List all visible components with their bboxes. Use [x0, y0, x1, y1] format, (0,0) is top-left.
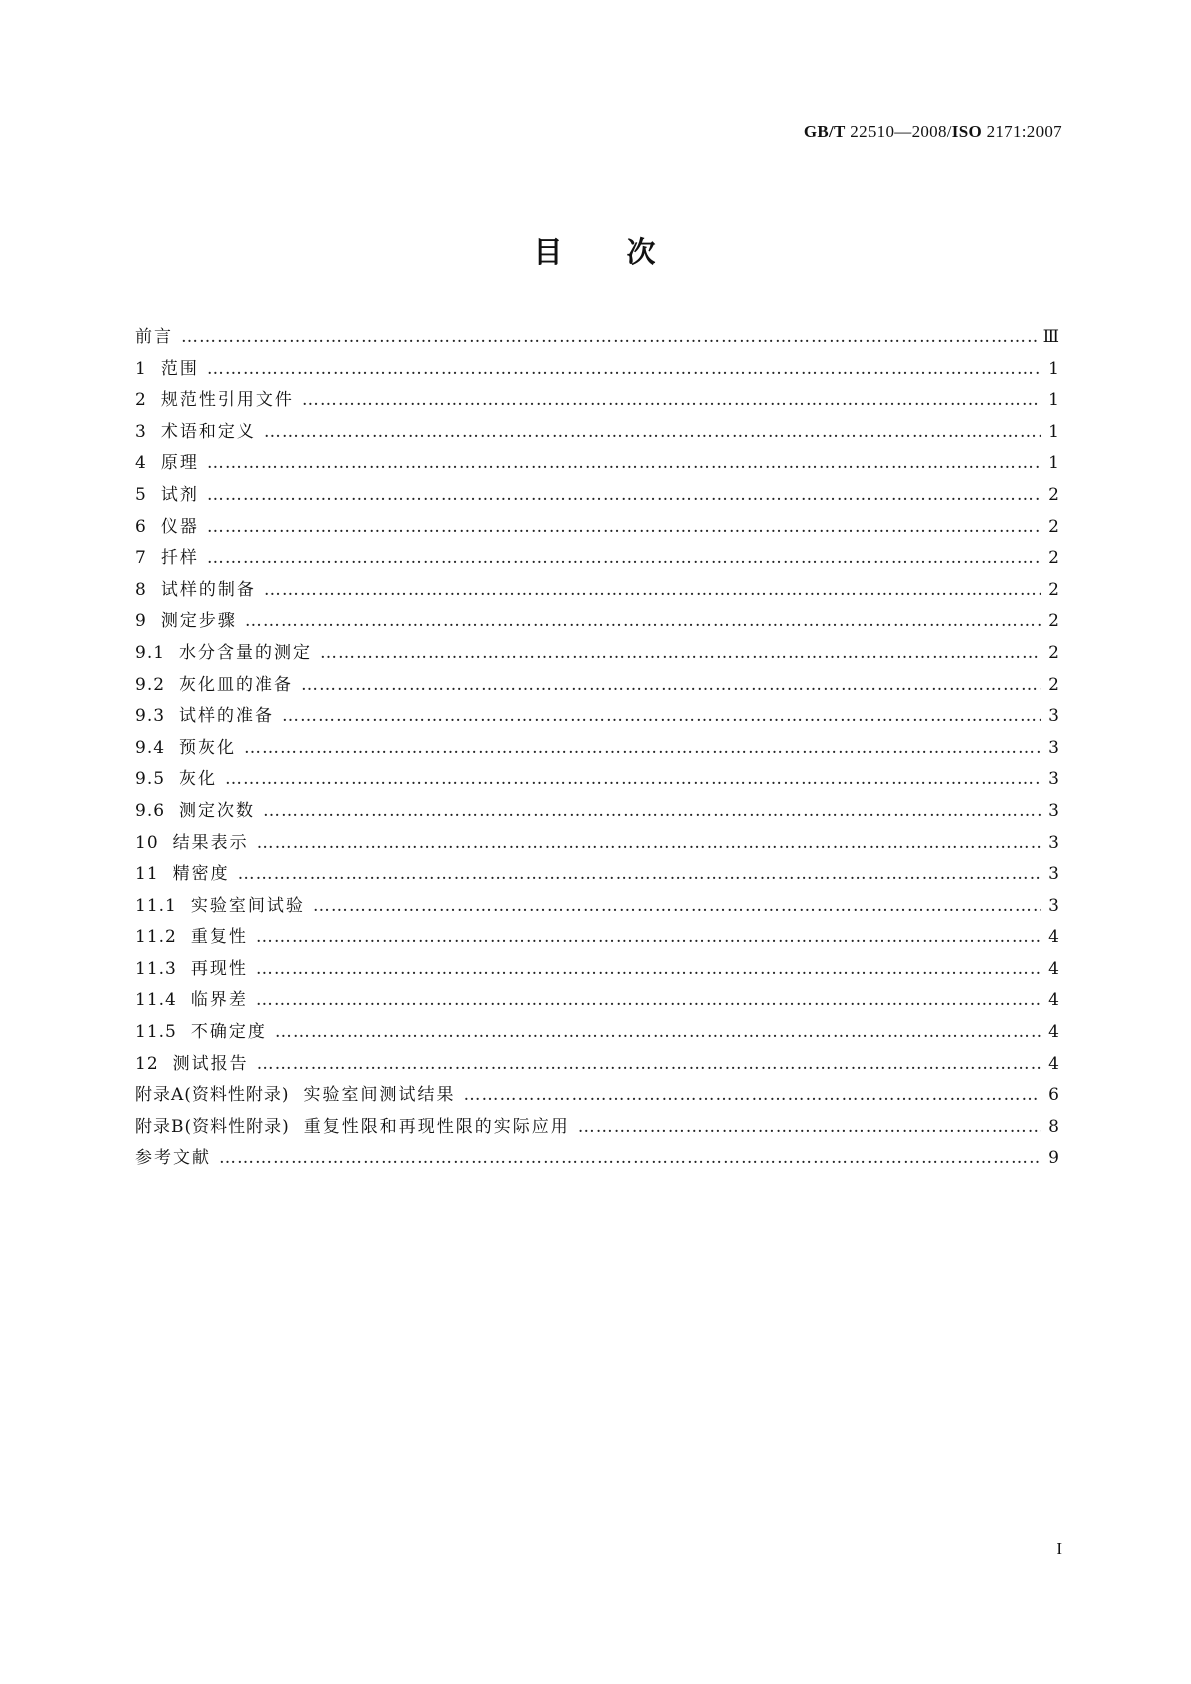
- toc-entry[interactable]: [135, 359, 1059, 391]
- toc-entry-number: 5: [135, 484, 147, 505]
- toc-dot-leader: [219, 1148, 1041, 1168]
- toc-entry-label: 测定次数: [179, 800, 256, 821]
- toc-entry-label: 测试报告: [172, 1053, 249, 1074]
- toc-dot-leader: [207, 453, 1041, 473]
- toc-entry-page: 3: [1048, 737, 1059, 758]
- toc-entry-label: 术语和定义: [160, 421, 256, 442]
- toc-entry-label: 水分含量的测定: [179, 642, 313, 663]
- toc-entry-number: 9.5: [135, 769, 166, 790]
- toc-entry[interactable]: [135, 453, 1059, 485]
- toc-entry-number: 附录B(资料性附录): [135, 1116, 290, 1137]
- toc-entry-page: 1: [1048, 390, 1059, 411]
- toc-entry[interactable]: [135, 611, 1059, 643]
- toc-dot-leader: [275, 1022, 1041, 1042]
- toc-dot-leader: [257, 833, 1041, 853]
- toc-entry-page: 4: [1048, 958, 1059, 979]
- toc-entry-number: 9.1: [135, 642, 166, 663]
- toc-entry[interactable]: [135, 517, 1059, 549]
- toc-dot-leader: [207, 485, 1041, 505]
- toc-entry-label: 试剂: [160, 484, 199, 505]
- toc-entry-label: 重复性: [190, 927, 248, 948]
- toc-entry[interactable]: [135, 1022, 1059, 1054]
- toc-entry-page: 3: [1048, 769, 1059, 790]
- toc-dot-leader: [225, 769, 1041, 789]
- toc-entry-label: 试样的制备: [160, 579, 256, 600]
- toc-entry-label: 实验室间试验: [190, 895, 305, 916]
- toc-entry[interactable]: [135, 485, 1059, 517]
- toc-entry-label: 原理: [160, 453, 199, 474]
- toc-entry-number: 11.3: [135, 958, 177, 979]
- toc-entry[interactable]: [135, 1117, 1059, 1149]
- toc-entry-label: 不确定度: [190, 1022, 267, 1043]
- toc-entry-page: 2: [1048, 611, 1059, 632]
- toc-entry-label: 实验室间测试结果: [303, 1085, 456, 1106]
- toc-entry-label: 再现性: [190, 958, 248, 979]
- toc-entry-page: 4: [1048, 1022, 1059, 1043]
- toc-entry-number: 7: [135, 548, 147, 569]
- toc-entry-number: 6: [135, 516, 147, 537]
- toc-entry[interactable]: [135, 1148, 1059, 1180]
- toc-entry-page: 1: [1048, 358, 1059, 379]
- standard-number: 22510—2008/: [850, 122, 952, 141]
- toc-entry-label: 仪器: [160, 516, 199, 537]
- toc-entry-number: 2: [135, 390, 147, 411]
- toc-entry[interactable]: [135, 390, 1059, 422]
- toc-entry-number: 11.2: [135, 927, 177, 948]
- toc-entry-page: 2: [1048, 516, 1059, 537]
- toc-entry-label: 灰化皿的准备: [179, 674, 294, 695]
- toc-dot-leader: [301, 675, 1041, 695]
- toc-dot-leader: [207, 359, 1041, 379]
- toc-entry-page: Ⅲ: [1042, 327, 1059, 347]
- iso-number: 2171:2007: [986, 122, 1062, 141]
- toc-dot-leader: [282, 706, 1041, 726]
- toc-entry-page: 4: [1048, 990, 1059, 1011]
- toc-entry-label: 试样的准备: [179, 706, 275, 727]
- toc-entry[interactable]: [135, 990, 1059, 1022]
- toc-entry-number: 11.5: [135, 1022, 177, 1043]
- toc-entry-number: 3: [135, 421, 147, 442]
- toc-entry-number: 1: [135, 358, 147, 379]
- toc-title: 目 次: [533, 235, 658, 269]
- table-of-contents: [135, 327, 1059, 1180]
- toc-entry-number: 9.4: [135, 737, 166, 758]
- toc-entry-page: 6: [1048, 1085, 1059, 1106]
- toc-entry-number: 11: [135, 864, 159, 885]
- toc-dot-leader: [313, 896, 1041, 916]
- toc-entry-page: 3: [1048, 895, 1059, 916]
- toc-entry-page: 3: [1048, 800, 1059, 821]
- toc-dot-leader: [264, 422, 1041, 442]
- toc-entry[interactable]: [135, 864, 1059, 896]
- toc-entry-number: 9.3: [135, 706, 166, 727]
- toc-entry[interactable]: [135, 643, 1059, 675]
- toc-entry[interactable]: [135, 548, 1059, 580]
- standard-code-header: [804, 122, 1062, 142]
- iso-prefix: ISO: [951, 122, 982, 141]
- toc-entry-page: 1: [1048, 453, 1059, 474]
- toc-entry-number: 4: [135, 453, 147, 474]
- toc-entry-number: 8: [135, 579, 147, 600]
- toc-entry[interactable]: [135, 769, 1059, 801]
- toc-entry[interactable]: [135, 1085, 1059, 1117]
- toc-entry-label: 结果表示: [172, 832, 249, 853]
- toc-entry-label: 测定步骤: [160, 611, 237, 632]
- toc-entry[interactable]: [135, 1054, 1059, 1086]
- toc-dot-leader: [464, 1085, 1041, 1105]
- toc-dot-leader: [302, 390, 1041, 410]
- toc-entry-label: 范围: [160, 358, 199, 379]
- toc-entry[interactable]: [135, 959, 1059, 991]
- toc-dot-leader: [264, 580, 1041, 600]
- toc-entry-page: 4: [1048, 1053, 1059, 1074]
- toc-entry-label: 预灰化: [179, 737, 237, 758]
- toc-entry[interactable]: [135, 706, 1059, 738]
- toc-entry[interactable]: [135, 927, 1059, 959]
- toc-entry-number: 9.6: [135, 800, 166, 821]
- standard-prefix: GB/T: [803, 122, 846, 141]
- toc-entry-page: 2: [1048, 579, 1059, 600]
- toc-entry-page: 2: [1048, 642, 1059, 663]
- toc-entry-page: 2: [1048, 484, 1059, 505]
- toc-entry-number: 11.4: [135, 990, 177, 1011]
- toc-entry[interactable]: [135, 327, 1059, 359]
- toc-entry-number: 11.1: [135, 895, 177, 916]
- toc-dot-leader: [578, 1117, 1041, 1137]
- toc-entry[interactable]: [135, 896, 1059, 928]
- toc-dot-leader: [257, 1054, 1041, 1074]
- toc-entry[interactable]: [135, 801, 1059, 833]
- toc-entry-label: 扦样: [160, 548, 199, 569]
- toc-entry-page: 2: [1048, 674, 1059, 695]
- page-number: I: [1056, 1539, 1062, 1558]
- toc-entry[interactable]: [135, 422, 1059, 454]
- toc-entry-page: 1: [1048, 421, 1059, 442]
- toc-entry-label: 灰化: [179, 769, 218, 790]
- toc-entry-number: 9: [135, 611, 147, 632]
- toc-entry-page: 2: [1048, 548, 1059, 569]
- toc-entry[interactable]: [135, 833, 1059, 865]
- toc-dot-leader: [263, 801, 1041, 821]
- toc-dot-leader: [256, 959, 1041, 979]
- toc-entry-number: 10: [135, 832, 159, 853]
- toc-entry[interactable]: [135, 580, 1059, 612]
- toc-entry-label: 精密度: [172, 864, 230, 885]
- toc-entry[interactable]: [135, 738, 1059, 770]
- toc-dot-leader: [256, 927, 1041, 947]
- toc-entry-number: 12: [135, 1053, 159, 1074]
- toc-entry-page: 3: [1048, 864, 1059, 885]
- toc-entry-number: 附录A(资料性附录): [135, 1085, 290, 1106]
- toc-entry-page: 4: [1048, 927, 1059, 948]
- toc-entry-page: 8: [1048, 1116, 1059, 1137]
- toc-entry-page: 3: [1048, 706, 1059, 727]
- toc-entry[interactable]: [135, 675, 1059, 707]
- toc-dot-leader: [320, 643, 1041, 663]
- toc-dot-leader: [256, 990, 1041, 1010]
- toc-dot-leader: [207, 548, 1041, 568]
- toc-dot-leader: [245, 611, 1041, 631]
- toc-dot-leader: [244, 738, 1041, 758]
- toc-entry-page: 9: [1048, 1148, 1059, 1169]
- toc-dot-leader: [181, 327, 1037, 347]
- toc-dot-leader: [238, 864, 1041, 884]
- toc-entry-label: 重复性限和再现性限的实际应用: [303, 1116, 570, 1137]
- toc-entry-label: 前言: [135, 327, 173, 347]
- toc-dot-leader: [207, 517, 1041, 537]
- toc-entry-label: 规范性引用文件: [160, 390, 294, 411]
- toc-entry-page: 3: [1048, 832, 1059, 853]
- toc-entry-number: 9.2: [135, 674, 166, 695]
- toc-entry-label: 临界差: [190, 990, 248, 1011]
- toc-entry-label: 参考文献: [135, 1148, 211, 1169]
